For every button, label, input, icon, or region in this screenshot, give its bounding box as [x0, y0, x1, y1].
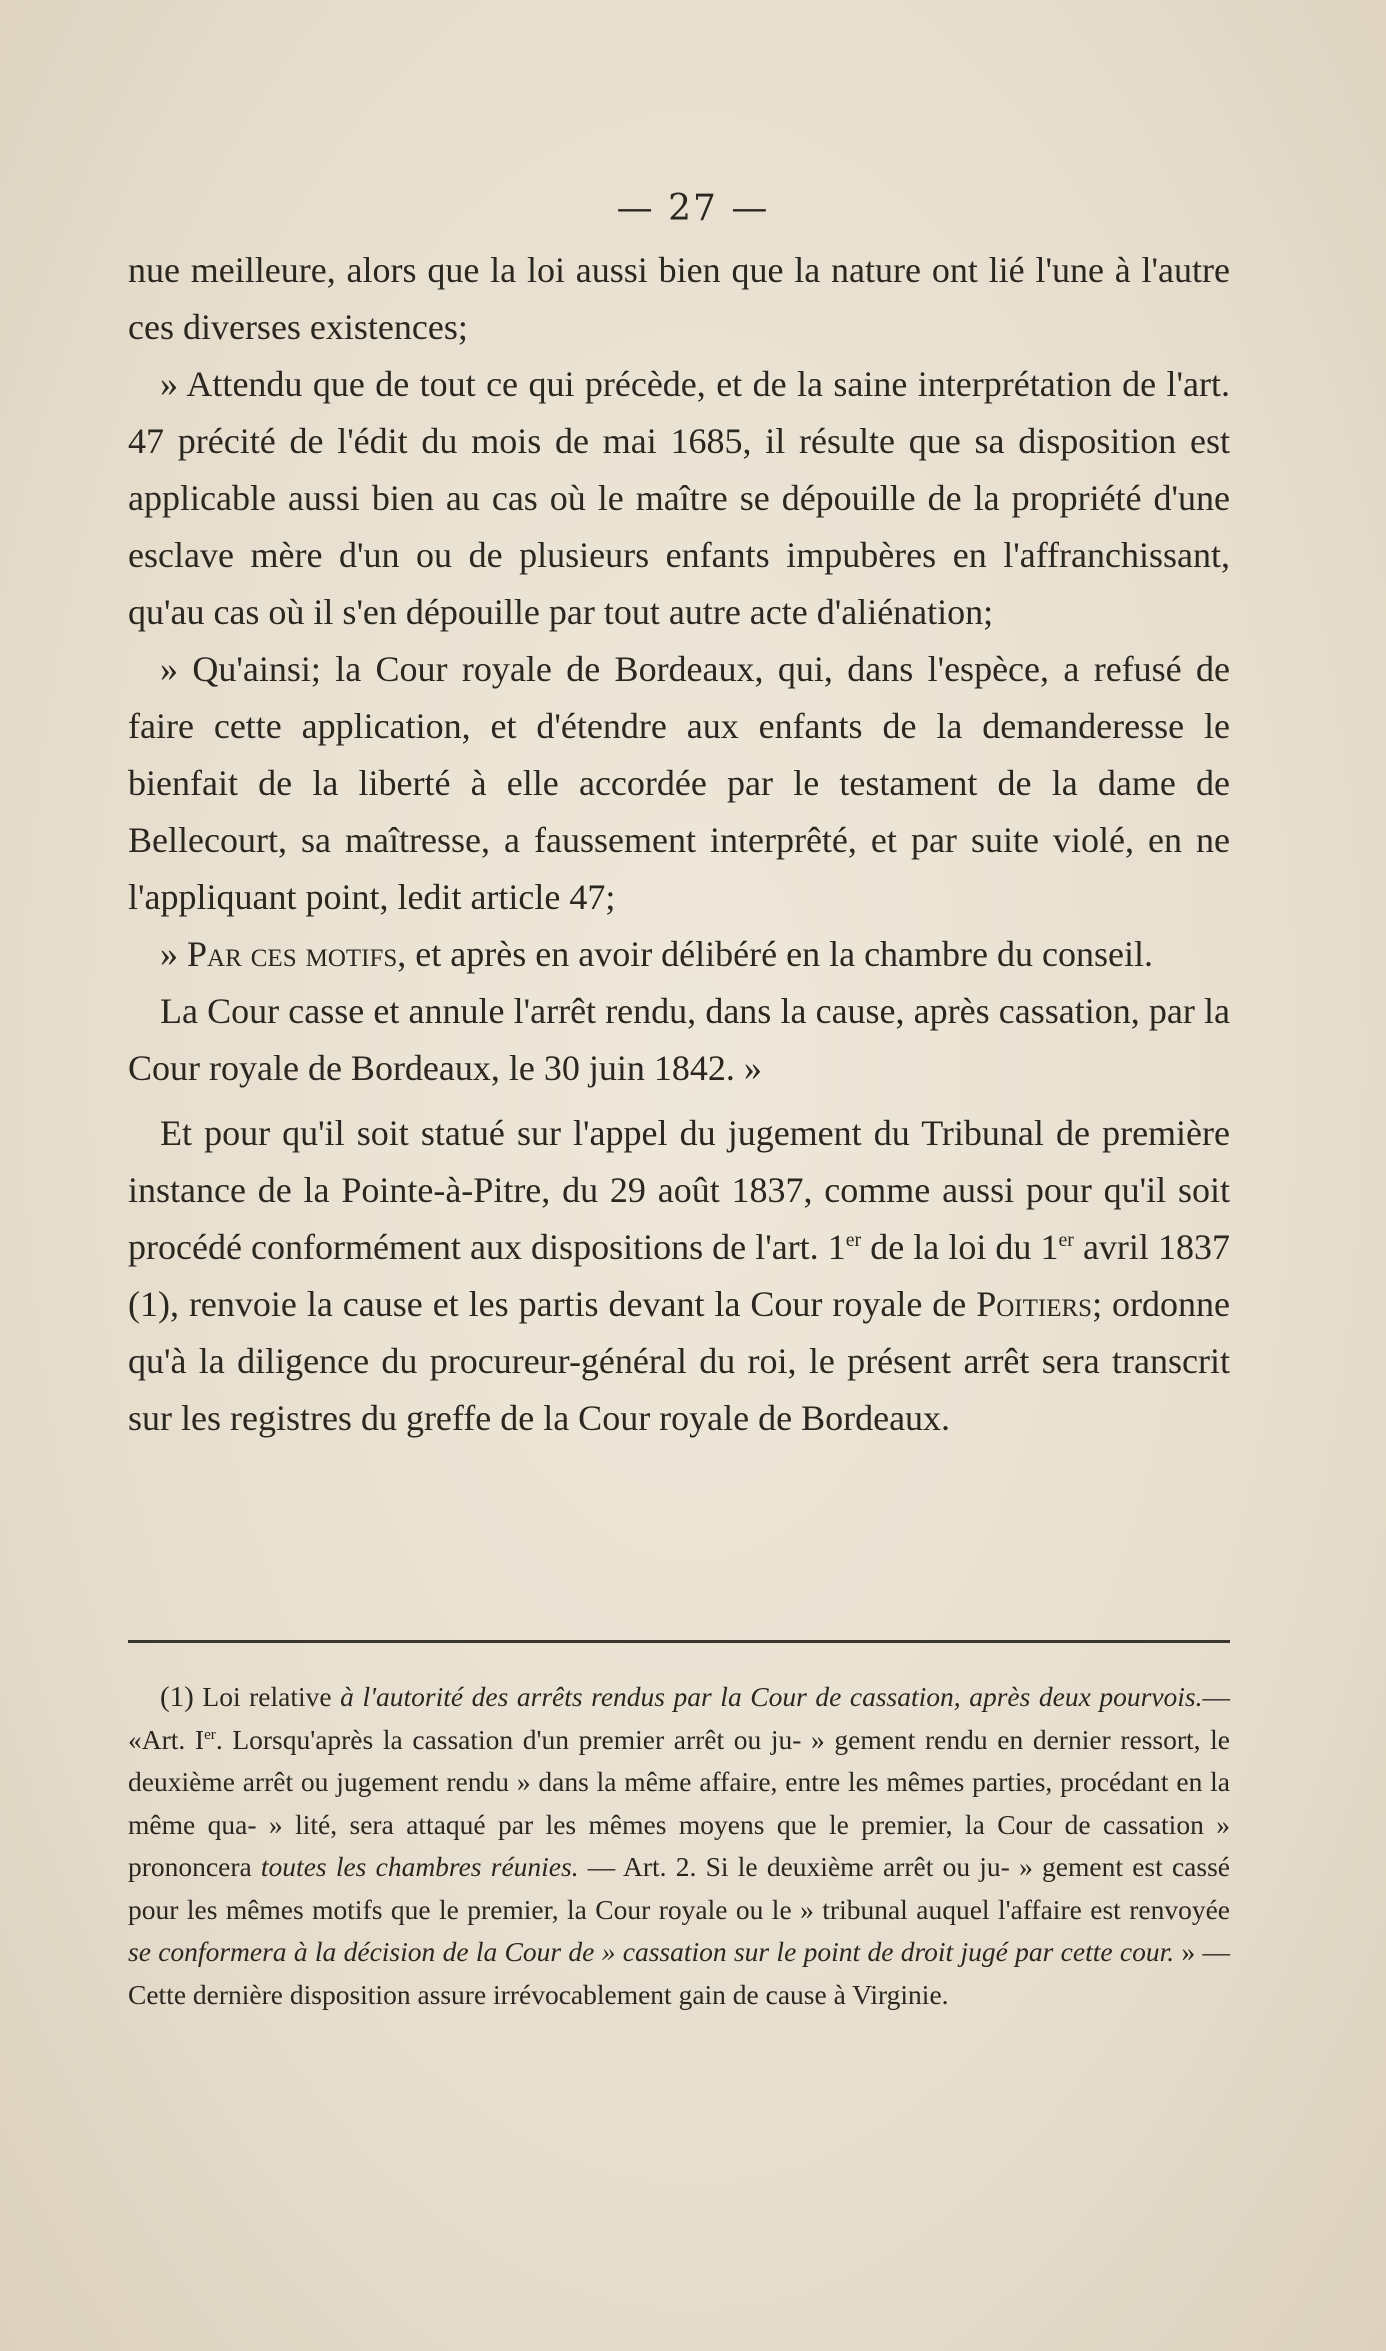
footnote-t5: » — Cette dernière disposition assure irrévocablement gain de cause à Virginie.: [128, 1936, 1231, 2010]
footnote-i3: se conformera à la décision de la Cour de » cassation sur le point de droit jugé par cette cour.: [128, 1936, 1175, 1967]
paragraph-4: [128, 926, 1230, 983]
footnote: [128, 1676, 1230, 2016]
paragraph-6-a: Et pour qu'il soit statué sur l'appel du jugement du Tribunal de première instance de la Pointe-à-Pitre, du 29 août 1837, comme aussi pour qu'il soit procédé conformément aux dispositions de l'art. 1: [128, 1113, 1230, 1267]
footnote-divider: [128, 1640, 1230, 1643]
footnote-i1: à l'autorité des arrêts rendus par la Cour de cassation, après deux pourvois.: [340, 1681, 1203, 1712]
paragraph-1: nue meilleure, alors que la loi aussi bien que la nature ont lié l'une à l'autre ces diverses existences;: [128, 250, 1230, 347]
paragraph-4-rest: , et après en avoir délibéré en la chambre du conseil.: [397, 934, 1153, 974]
footnote-t2: — «Art. I: [128, 1681, 1231, 1755]
paragraph-6: [128, 1105, 1230, 1447]
paragraph-6-c: avril 1837 (1), renvoie la cause et les partis devant la Cour royale de: [128, 1227, 1230, 1324]
paragraph-6-d: ; ordonne qu'à la diligence du procureur-général du roi, le présent arrêt sera transcrit sur les registres du greffe de la Cour royale de Bordeaux.: [128, 1284, 1231, 1438]
paragraph-4-open: »: [160, 934, 187, 974]
footnote-i2: toutes les chambres réunies.: [260, 1851, 579, 1882]
footnote-t1: Loi relative: [193, 1681, 341, 1712]
footnote-t3: . Lorsqu'après la cassation d'un premier arrêt ou ju- » gement rendu en dernier ressort, le deuxième arrêt ou jugement rendu » dans la même affaire, entre les mêmes parties, procédant en la même qua- » lité, sera attaqué par les mêmes moyens que le premier, la Cour de cassation » prononcera: [128, 1723, 1230, 1882]
poitiers: Poitiers: [976, 1284, 1093, 1324]
superscript-er-1: er: [845, 1229, 862, 1251]
paragraph-6-b: de la loi du 1: [861, 1227, 1059, 1267]
paragraph-3: » Qu'ainsi; la Cour royale de Bordeaux, qui, dans l'espèce, a refusé de faire cette application, et d'étendre aux enfants de la demanderesse le bienfait de la liberté à elle accordée par le testament de la dame de Bellecourt, sa maîtresse, a faussement interprêté, et par suite violé, en ne l'appliquant point, ledit article 47;: [128, 649, 1230, 917]
footnote-sup: er: [204, 1726, 216, 1743]
superscript-er-2: er: [1058, 1229, 1074, 1251]
paragraph-2: » Attendu que de tout ce qui précède, et de la saine interprétation de l'art. 47 précité de l'édit du mois de mai 1685, il résulte que sa disposition est applicable aussi bien au cas où le maître se dépouille de la propriété d'une esclave mère d'un ou de plusieurs enfants impubères en l'affranchissant, qu'au cas où il s'en dépouille par tout autre acte d'aliénation;: [128, 364, 1230, 632]
page-number: — 27 —: [616, 188, 770, 229]
footnote-marker: (1): [160, 1681, 194, 1713]
footnote-t4: — Art. 2. Si le deuxième arrêt ou ju- » gement est cassé pour les mêmes motifs que le premier, la Cour royale ou le » tribunal auquel l'affaire est renvoyée: [128, 1851, 1231, 1925]
par-ces-motifs: Par ces motifs: [187, 934, 398, 974]
footnote-text: [128, 1676, 1230, 2016]
paragraph-5: La Cour casse et annule l'arrêt rendu, dans la cause, après cassation, par la Cour royale de Bordeaux, le 30 juin 1842. »: [128, 991, 1230, 1088]
main-text: [128, 242, 1230, 1447]
